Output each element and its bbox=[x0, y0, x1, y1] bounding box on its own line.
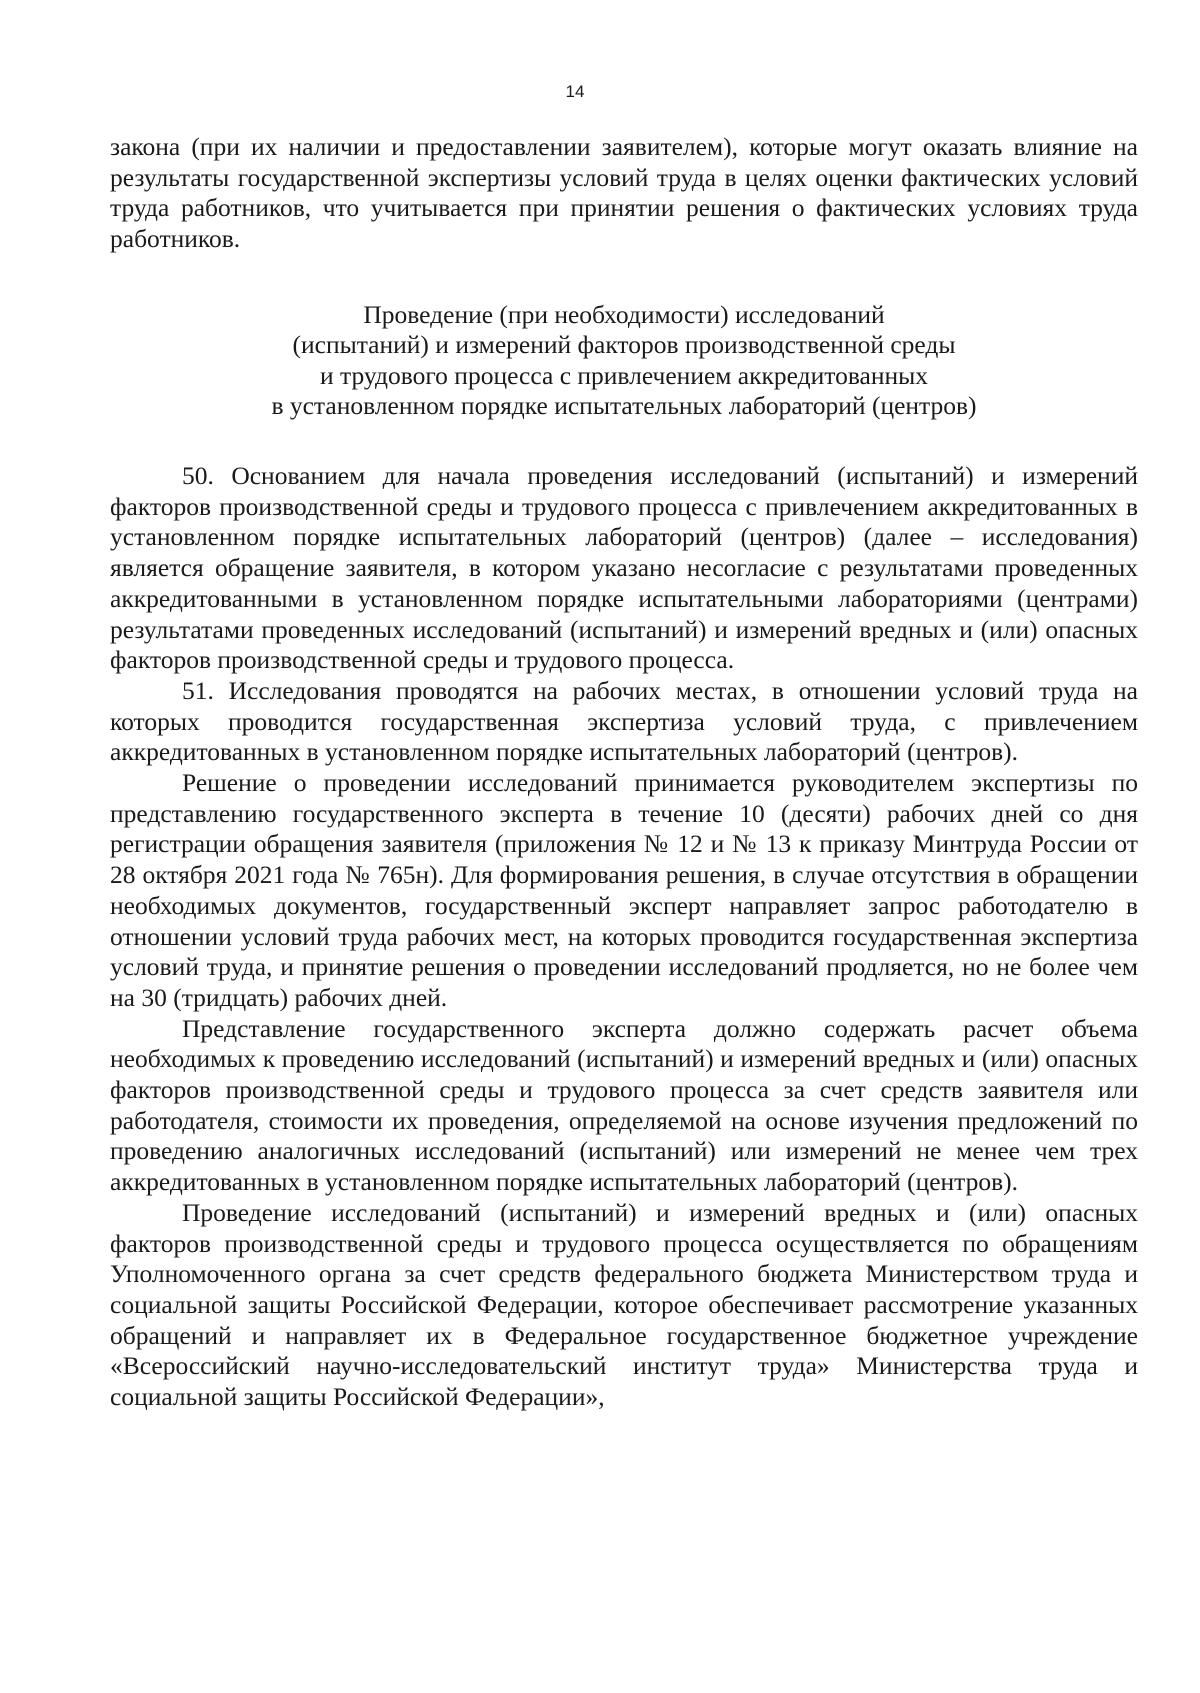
opening-paragraph: закона (при их наличии и предоставлении заявителем), которые могут оказать влияние на результаты государственной экспертизы условий труда в целях оценки фактических условий труда работников, что учитывается при принятии решения о фактических условиях труда работников. bbox=[110, 132, 1138, 254]
paragraph-51: 51. Исследования проводятся на рабочих местах, в отношении условий труда на которых проводится государственная экспертиза условий труда, с привлечением аккредитованных в установленном порядке испытательных лабораторий (центров). bbox=[110, 675, 1138, 767]
opening-section bbox=[110, 132, 1138, 255]
page-number: 14 bbox=[565, 82, 585, 101]
section-heading: Проведение (при необходимости) исследований (испытаний) и измерений факторов производственной среды и трудового процесса с привлечением аккредитованных в установленном порядке испытательных лабораторий (центров) bbox=[271, 300, 977, 420]
paragraph-federal-funding: Проведение исследований (испытаний) и измерений вредных и (или) опасных факторов производственной среды и трудового процесса осуществляется по обращениям Уполномоченного органа за счет средств федерального бюджета Министерством труда и социальной защиты Российской Федерации, которое обеспечивает рассмотрение указанных обращений и направляет их в Федеральное государственное бюджетное учреждение «Всероссийский научно-исследовательский институт труда» Министерства труда и социальной защиты Российской Федерации», bbox=[110, 1197, 1138, 1412]
paragraph-expert-submission: Представление государственного эксперта должно содержать расчет объема необходимых к проведению исследований (испытаний) и измерений вредных и (или) опасных факторов производственной среды и трудового процесса за счет средств заявителя или работодателя, стоимости их проведения, определяемой на основе изучения предложений по проведению аналогичных исследований (испытаний) или измерений не менее чем трех аккредитованных в установленном порядке испытательных лабораторий (центров). bbox=[110, 1013, 1138, 1197]
paragraph-50: 50. Основанием для начала проведения исследований (испытаний) и измерений факторов производственной среды и трудового процесса с привлечением аккредитованных в установленном порядке испытательных лабораторий (центров) (далее – исследования) является обращение заявителя, в котором указано несогласие с результатами проведенных аккредитованными в установленном порядке испытательными лабораториями (центрами) результатами проведенных исследований (испытаний) и измерений вредных и (или) опасных факторов производственной среды и трудового процесса. bbox=[110, 461, 1138, 675]
main-section bbox=[110, 461, 1138, 1413]
paragraph-decision: Решение о проведении исследований принимается руководителем экспертизы по представлению государственного эксперта в течение 10 (десяти) рабочих дней со дня регистрации обращения заявителя (приложения № 12 и № 13 к приказу Минтруда России от 28 октября 2021 года № 765н). Для формирования решения, в случае отсутствия в обращении необходимых документов, государственный эксперт направляет запрос работодателю в отношении условий труда рабочих мест, на которых проводится государственная экспертиза условий труда, и принятие решения о проведении исследований продляется, но не более чем на 30 (тридцать) рабочих дней. bbox=[110, 768, 1138, 1012]
